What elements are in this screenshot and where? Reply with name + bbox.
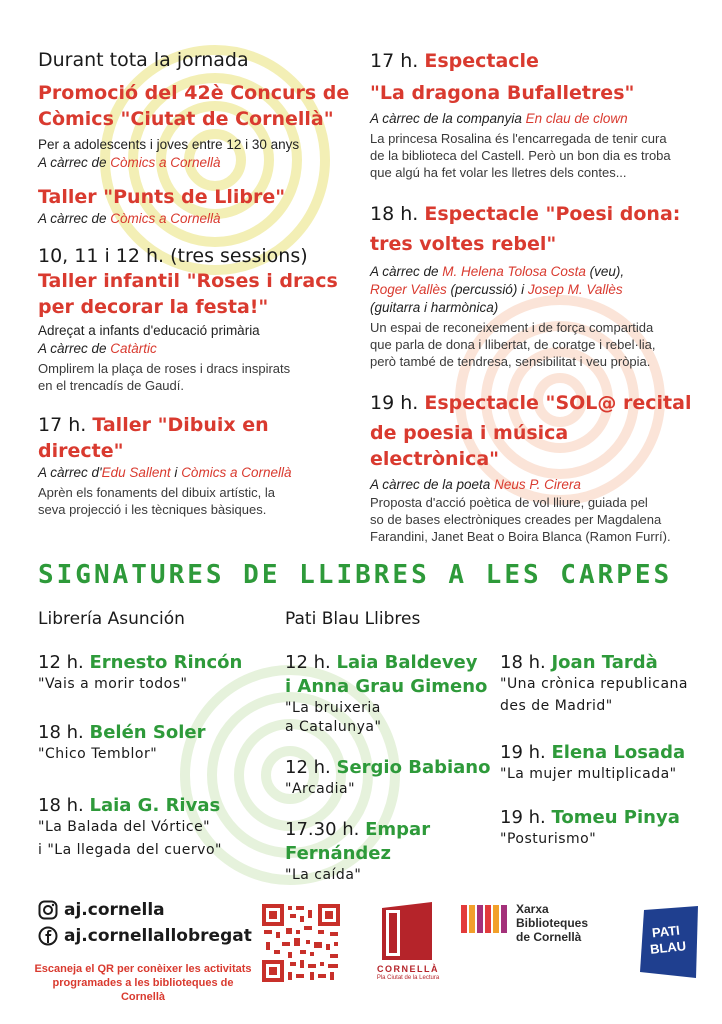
recital-show-desc-3: Farandini, Janet Beat o Boira Blanca (Ramon Furrí).: [370, 529, 671, 544]
kids-workshop-audience: Adreçat a infants d'educació primària: [38, 323, 260, 338]
poetry-show-title-1: 18 h. Espectacle "Poesi dona:: [370, 203, 681, 225]
poetry-show-by-3: (guitarra i harmònica): [370, 300, 499, 315]
recital-show-desc-2: so de bases electròniques creades per Magdalena: [370, 512, 662, 527]
store-libreria-asuncion: Librería Asunción: [38, 609, 185, 629]
comics-contest-title-2: Còmics "Ciutat de Cornellà": [38, 108, 334, 130]
kids-workshop-time: 10, 11 i 12 h. (tres sessions): [38, 245, 308, 267]
section-kids-workshop: [38, 244, 358, 394]
section-bookmark-workshop: [38, 184, 358, 228]
kids-workshop-title-2: per decorar la festa!": [38, 296, 269, 318]
drawing-workshop-desc-1: Aprèn els fonaments del dibuix artístic, la: [38, 485, 276, 500]
section-recital-show: [370, 390, 700, 545]
poetry-show-desc-1: Un espai de reconeixement i de força compartida: [370, 320, 654, 335]
signature-sergio-babiano: 12 h. Sergio Babiano "Arcadia": [285, 757, 491, 797]
pati-blau-line-2: BLAU: [649, 938, 687, 957]
comics-a-cornella-link: Còmics a Cornellà: [110, 155, 221, 170]
recital-show-desc-1: Proposta d'acció poètica de vol lliure, guiada pel: [370, 495, 648, 510]
xarxa-line-3: de Cornellà: [516, 930, 582, 944]
signature-tomeu-pinya: 19 h. Tomeu Pinya "Posturismo": [500, 807, 680, 847]
cornella-logo-name: CORNELLÀ: [377, 964, 439, 974]
kids-workshop-desc-1: Omplirem la plaça de roses i dracs inspirats: [38, 361, 291, 376]
signature-belen-soler: 18 h. Belén Soler "Chico Temblor": [38, 722, 206, 762]
kids-workshop-by: A càrrec de Catàrtic: [38, 341, 157, 356]
cornella-logo: [368, 900, 448, 986]
signature-joan-tarda: 18 h. Joan Tardà "Una crònica republicana des de Madrid": [500, 652, 689, 714]
comics-contest-by: A càrrec de Còmics a Cornellà: [38, 155, 221, 170]
section-drawing-workshop: [38, 412, 358, 518]
dragon-show-desc-1: La princesa Rosalina és l'encarregada de tenir cura: [370, 131, 667, 146]
qr-code[interactable]: [260, 902, 342, 984]
instagram-icon: [38, 900, 58, 920]
drawing-workshop-by: A càrrec d'Edu Sallent i Còmics a Cornellà: [38, 465, 292, 480]
signature-laia-baldevey: 12 h. Laia Baldevey i Anna Grau Gimeno "La bruixeria a Catalunya": [285, 652, 488, 735]
pati-blau-line-1: PATI: [651, 922, 681, 941]
drawing-workshop-desc-2: seva projecció i les tècniques bàsiques.: [38, 502, 267, 517]
dragon-show-title: "La dragona Bufalletres": [370, 82, 635, 104]
xarxa-biblioteques-logo: [460, 902, 620, 952]
signature-ernesto-rincon: 12 h. Ernesto Rincón "Vais a morir todos": [38, 652, 243, 692]
all-day-heading: Durant tota la jornada: [38, 49, 249, 71]
poetry-show-desc-3: però també de tendresa, sensibilitat i veu pròpia.: [370, 354, 651, 369]
section-all-day: [38, 48, 358, 172]
qr-note: Escaneja el QR per conèixer les activitats programades a les biblioteques de Cornellà: [34, 963, 252, 1003]
facebook-icon: [38, 926, 58, 946]
xarxa-line-1: Xarxa: [516, 902, 549, 916]
comics-contest-title-1: Promoció del 42è Concurs de: [38, 82, 350, 104]
section-poetry-show: [370, 201, 700, 370]
poetry-show-desc-2: que parla de dona i llibertat, de coratge i rebel·lia,: [370, 337, 656, 352]
kids-workshop-title-1: Taller infantil "Roses i dracs: [38, 270, 338, 292]
recital-show-by: A càrrec de la poeta Neus P. Cirera: [370, 477, 581, 492]
poetry-show-by: A càrrec de M. Helena Tolosa Costa (veu),: [370, 264, 625, 279]
dragon-show-heading: 17 h. Espectacle: [370, 50, 539, 72]
xarxa-line-2: Biblioteques: [516, 916, 589, 930]
cornella-logo-sub: Pla Ciutat de la Lectura: [376, 975, 440, 981]
dragon-show-desc-2: de la biblioteca del Castell. Però un bon dia es troba: [370, 148, 671, 163]
bookmark-workshop-by: A càrrec de Còmics a Cornellà: [38, 211, 221, 226]
comics-contest-audience: Per a adolescents i joves entre 12 i 30 anys: [38, 137, 300, 152]
dragon-show-desc-3: que algú ha fet volar les lletres dels contes...: [370, 165, 627, 180]
section-dragon-show: [370, 48, 700, 181]
recital-show-title-1: 19 h. Espectacle "SOL@ recital: [370, 392, 692, 414]
dragon-show-by: A càrrec de la companyia En clau de clown: [370, 111, 628, 126]
signatures-title: SIGNATURES DE LLIBRES A LES CARPES: [38, 560, 673, 590]
store-pati-blau: Pati Blau Llibres: [285, 609, 421, 629]
bookshelf-icon: [460, 904, 512, 934]
left-column: [38, 48, 358, 518]
recital-show-title-2: de poesia i música electrònica": [370, 422, 569, 470]
pati-blau-logo: [638, 906, 702, 980]
signature-elena-losada: 19 h. Elena Losada "La mujer multiplicada": [500, 742, 686, 782]
drawing-workshop-title: 17 h. Taller "Dibuix en directe": [38, 414, 269, 462]
bookmark-workshop-title: Taller "Punts de Llibre": [38, 186, 286, 208]
instagram-handle[interactable]: aj.cornella: [38, 900, 165, 920]
poetry-show-title-2: tres voltes rebel": [370, 233, 557, 255]
poetry-show-by-2: Roger Vallès (percussió) i Josep M. Vallès: [370, 282, 623, 297]
kids-workshop-desc-2: en el trencadís de Gaudí.: [38, 378, 184, 393]
right-column: [370, 48, 700, 545]
signature-empar-fernandez: 17.30 h. Empar Fernández "La caída": [285, 819, 431, 883]
signature-laia-rivas: 18 h. Laia G. Rivas "La Balada del Vórtice" i "La llegada del cuervo": [38, 795, 222, 858]
cornella-mark-icon: [378, 900, 436, 962]
facebook-handle[interactable]: aj.cornellallobregat: [38, 926, 252, 946]
